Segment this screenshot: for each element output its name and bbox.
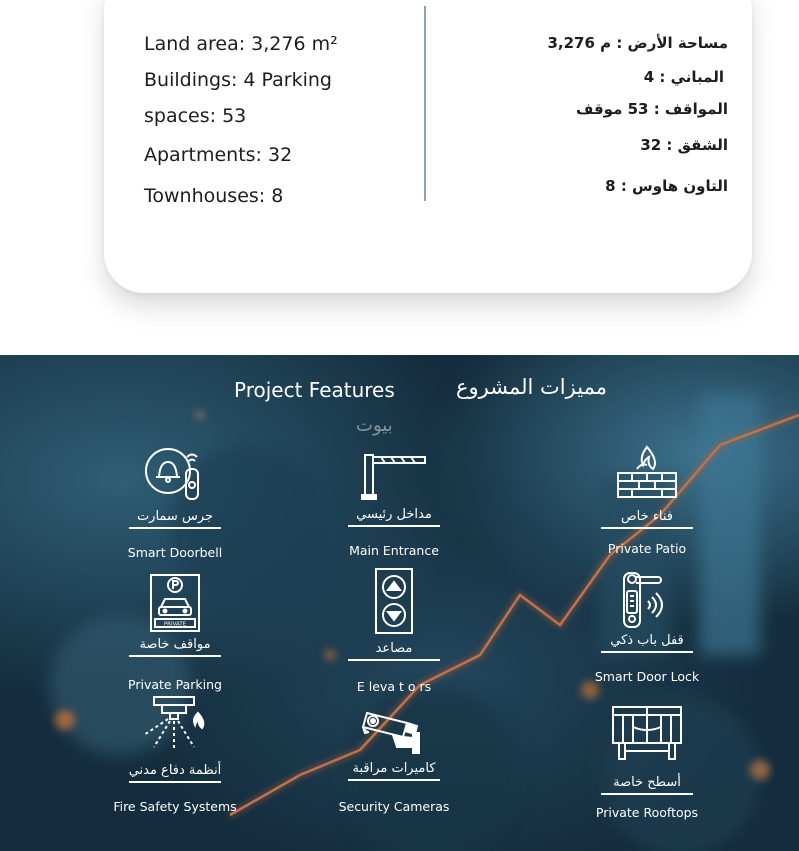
buildings-ar: المباني : 4 <box>643 68 724 86</box>
feature-private-parking-ar: مواقف خاصة <box>139 637 211 652</box>
elevators-icon <box>372 567 416 635</box>
feature-fire-safety-en: Fire Safety Systems <box>113 798 237 814</box>
townhouses-ar: التاون هاوس : 8 <box>605 177 728 195</box>
private-parking-icon <box>145 573 205 633</box>
features-banner <box>0 355 799 851</box>
feature-private-rooftops-underline <box>601 793 693 795</box>
feature-elevators <box>304 567 484 694</box>
feature-main-entrance-en: Main Entrance <box>349 542 439 558</box>
feature-fire-safety-underline <box>129 781 221 783</box>
feature-fire-safety-ar: أنظمة دفاع مدني <box>128 763 222 778</box>
feature-smart-doorbell-ar: جرس سمارت <box>136 509 214 524</box>
feature-fire-safety <box>85 695 265 814</box>
land-area-ar: مساحة الأرض : م 3,276 <box>547 34 728 52</box>
feature-smart-doorbell <box>85 443 265 560</box>
townhouses-en: Townhouses: 8 <box>144 185 284 207</box>
feature-main-entrance-ar: مداخل رئيسي <box>356 507 432 522</box>
main-entrance-icon <box>359 451 429 501</box>
feature-private-patio-en: Private Patio <box>607 540 687 556</box>
feature-elevators-ar: مصاعد <box>375 641 413 656</box>
feature-smart-door-lock-underline <box>601 651 693 653</box>
parking-spaces-en: spaces: 53 <box>144 105 247 127</box>
feature-main-entrance <box>304 451 484 558</box>
feature-smart-doorbell-underline <box>129 527 221 529</box>
smart-door-lock-icon <box>612 563 682 631</box>
feature-private-parking <box>85 573 265 692</box>
feature-private-patio-ar: فناء خاص <box>620 509 674 524</box>
apartments-ar: الشقق : 32 <box>640 136 728 154</box>
project-info-card <box>104 0 752 293</box>
feature-main-entrance-underline <box>348 525 440 527</box>
parking-ar: المواقف : 53 موقف <box>576 100 728 118</box>
top-area <box>0 0 799 355</box>
feature-private-patio <box>557 443 737 556</box>
feature-smart-door-lock <box>557 563 737 684</box>
feature-smart-doorbell-en: Smart Doorbell <box>127 544 223 560</box>
feature-elevators-underline <box>348 659 440 661</box>
feature-security-cameras-en: Security Cameras <box>338 798 450 814</box>
feature-private-parking-underline <box>129 655 221 657</box>
smart-doorbell-icon <box>140 443 210 501</box>
private-rooftop-icon <box>609 703 685 761</box>
feature-security-cameras-ar: كاميرات مراقبة <box>352 761 436 776</box>
feature-elevators-en: E leva t o rs <box>356 678 432 694</box>
feature-private-rooftops-ar: أسطح خاصة <box>613 775 681 790</box>
fire-safety-icon <box>140 695 210 757</box>
private-patio-icon <box>612 443 682 501</box>
feature-private-rooftops <box>557 703 737 820</box>
features-title-en: Project Features <box>234 378 395 402</box>
security-camera-icon <box>357 705 431 757</box>
feature-private-rooftops-en: Private Rooftops <box>595 804 699 820</box>
features-title-ar: مميزات المشروع <box>456 375 607 399</box>
card-divider <box>424 6 426 201</box>
private-sign-text: PRIVATE <box>163 621 187 628</box>
buildings-parking-en: Buildings: 4 Parking <box>144 69 332 91</box>
feature-private-parking-en: Private Parking <box>128 676 222 692</box>
land-area-en: Land area: 3,276 m² <box>144 33 338 55</box>
feature-security-cameras <box>304 705 484 814</box>
feature-smart-door-lock-en: Smart Door Lock <box>594 668 700 684</box>
feature-security-cameras-underline <box>348 779 440 781</box>
watermark-logo: بيوت <box>356 415 393 436</box>
feature-private-patio-underline <box>601 527 693 529</box>
apartments-en: Apartments: 32 <box>144 144 293 166</box>
feature-smart-door-lock-ar: قفل باب ذكي <box>610 633 684 648</box>
